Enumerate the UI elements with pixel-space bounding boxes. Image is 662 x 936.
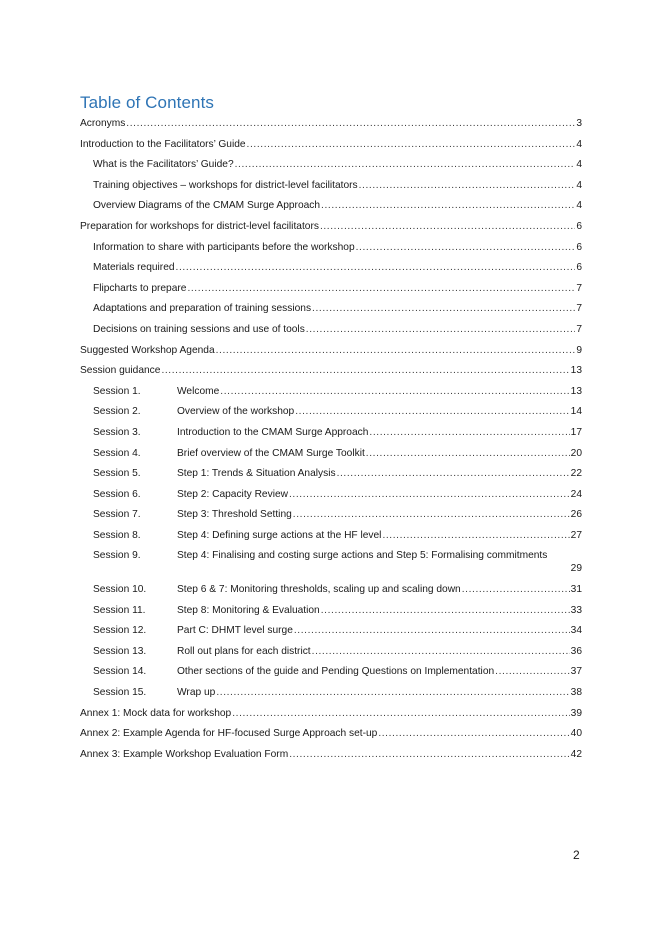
- toc-entry-title: Training objectives – workshops for district-level facilitators: [93, 179, 358, 191]
- toc-entry-session-2[interactable]: [80, 405, 582, 418]
- toc-entry-title: Preparation for workshops for district-level facilitators: [80, 220, 319, 232]
- toc-entry-session-guidance[interactable]: [80, 364, 582, 377]
- toc-entry-annex-1[interactable]: [80, 707, 582, 720]
- page-number: 2: [573, 848, 580, 862]
- toc-entry-page: 13: [570, 365, 582, 377]
- toc-entry-title: Roll out plans for each district: [177, 645, 311, 657]
- toc-entry-page: 4: [576, 179, 582, 191]
- toc-leader-dots: [369, 426, 569, 439]
- toc-entry-page: 40: [570, 728, 582, 740]
- toc-entry-title: Step 1: Trends & Situation Analysis: [177, 468, 336, 480]
- toc-entry-title: Overview Diagrams of the CMAM Surge Approach: [93, 200, 321, 212]
- toc-entry-page: 7: [576, 303, 582, 315]
- toc-entry-agenda[interactable]: [80, 344, 582, 357]
- toc-leader-dots: [378, 727, 569, 740]
- toc-entry-title: Other sections of the guide and Pending Questions on Implementation: [177, 666, 495, 678]
- toc-entry-annex-2[interactable]: [80, 727, 582, 740]
- toc-entry-page: 39: [570, 707, 582, 719]
- toc-entry-page: 6: [576, 262, 582, 274]
- toc-entry-page: 27: [570, 529, 582, 541]
- toc-entry-title: Introduction to the Facilitators’ Guide: [80, 138, 246, 150]
- toc-entry-page: 14: [570, 406, 582, 418]
- toc-entry-what-is-guide[interactable]: [80, 158, 582, 171]
- toc-entry-materials-required[interactable]: [80, 261, 582, 274]
- toc-entry-session-8[interactable]: [80, 529, 582, 542]
- toc-entry-session-11[interactable]: [80, 604, 582, 617]
- toc-entry-title: Step 6 & 7: Monitoring thresholds, scaling up and scaling down: [177, 584, 461, 596]
- toc-entry-title: Annex 2: Example Agenda for HF-focused Surge Approach set-up: [80, 728, 378, 740]
- toc-entry-title: Flipcharts to prepare: [93, 282, 187, 294]
- toc-entry-acronyms[interactable]: [80, 117, 582, 130]
- toc-entry-page: 4: [576, 200, 582, 212]
- toc-leader-dots: [312, 645, 570, 658]
- toc-session-number: Session 14.: [93, 666, 147, 678]
- toc-entry-title: Step 3: Threshold Setting: [177, 509, 292, 521]
- toc-session-number: Session 4.: [93, 447, 141, 459]
- toc-entry-flipcharts[interactable]: [80, 282, 582, 295]
- toc-entry-page: 17: [570, 426, 582, 438]
- toc-entry-title: Decisions on training sessions and use of tools: [93, 323, 305, 335]
- toc-entry-decisions[interactable]: [80, 323, 582, 336]
- toc-session-number: Session 9.: [93, 550, 141, 562]
- toc-leader-dots: [366, 447, 570, 460]
- toc-entry-wrap-block: [177, 549, 582, 575]
- toc-leader-dots: [289, 488, 570, 501]
- toc-entry-title: Overview of the workshop: [177, 406, 295, 418]
- toc-entry-training-objectives[interactable]: [80, 179, 582, 192]
- toc-entry-page: 34: [570, 625, 582, 637]
- toc-session-number: Session 6.: [93, 488, 141, 500]
- toc-entry-title: Materials required: [93, 262, 175, 274]
- toc-entry-page: 29: [570, 563, 582, 575]
- toc-entry-title: Step 8: Monitoring & Evaluation: [177, 604, 320, 616]
- toc-leader-dots: [321, 604, 570, 617]
- toc-session-number: Session 1.: [93, 385, 141, 397]
- toc-session-number: Session 11.: [93, 604, 146, 616]
- toc-entry-page: 31: [570, 584, 582, 596]
- toc-leader-dots: [337, 467, 570, 480]
- table-of-contents: [80, 117, 582, 768]
- toc-leader-dots: [495, 665, 570, 678]
- toc-entry-page: 6: [576, 220, 582, 232]
- toc-entry-title: Adaptations and preparation of training sessions: [93, 303, 312, 315]
- toc-leader-dots: [320, 220, 575, 233]
- toc-entry-overview-diagrams[interactable]: [80, 199, 582, 212]
- toc-entry-page: 7: [576, 323, 582, 335]
- toc-leader-dots: [356, 241, 576, 254]
- toc-leader-dots: [289, 748, 569, 761]
- toc-entry-information-to-share[interactable]: [80, 241, 582, 254]
- toc-leader-dots: [161, 364, 569, 377]
- toc-entry-preparation[interactable]: [80, 220, 582, 233]
- toc-session-number: Session 3.: [93, 426, 141, 438]
- toc-entry-page: 4: [576, 138, 582, 150]
- toc-session-number: Session 12.: [93, 625, 147, 637]
- toc-entry-page: 7: [576, 282, 582, 294]
- toc-session-number: Session 2.: [93, 406, 141, 418]
- toc-entry-annex-3[interactable]: [80, 748, 582, 761]
- toc-entry-title: Suggested Workshop Agenda: [80, 344, 215, 356]
- toc-session-number: Session 15.: [93, 687, 147, 699]
- toc-entry-title: Annex 3: Example Workshop Evaluation Form: [80, 748, 289, 760]
- toc-entry-session-10[interactable]: [80, 583, 582, 596]
- toc-entry-page: 13: [570, 385, 582, 397]
- toc-session-number: Session 5.: [93, 468, 141, 480]
- toc-entry-title: Welcome: [177, 385, 220, 397]
- toc-leader-dots: [126, 117, 575, 130]
- toc-entry-title: Acronyms: [80, 118, 126, 129]
- toc-leader-dots: [216, 686, 569, 699]
- toc-entry-title: Step 2: Capacity Review: [177, 488, 288, 500]
- toc-entry-page: 4: [576, 159, 582, 171]
- toc-leader-dots: [176, 261, 576, 274]
- toc-entry-page: 42: [570, 748, 582, 760]
- toc-entry-adaptations[interactable]: [80, 302, 582, 315]
- toc-entry-page: 36: [570, 645, 582, 657]
- toc-entry-session-7[interactable]: [80, 508, 582, 521]
- toc-entry-session-4[interactable]: [80, 447, 582, 460]
- toc-leader-dots: [235, 158, 576, 171]
- toc-entry-page: 3: [576, 118, 582, 129]
- toc-leader-dots: [294, 624, 570, 637]
- toc-leader-dots: [312, 302, 575, 315]
- toc-leader-dots: [247, 138, 576, 151]
- toc-entry-page: 22: [570, 468, 582, 480]
- toc-entry-title: Session guidance: [80, 365, 161, 377]
- toc-entry-title: Wrap up: [177, 687, 216, 699]
- toc-entry-page: 9: [576, 344, 582, 356]
- toc-leader-dots: [220, 385, 569, 398]
- toc-entry-session-15[interactable]: [80, 686, 582, 699]
- toc-session-number: Session 13.: [93, 645, 147, 657]
- toc-leader-dots: [359, 179, 576, 192]
- toc-leader-dots: [382, 529, 569, 542]
- toc-leader-dots: [293, 508, 570, 521]
- toc-entry-session-6[interactable]: [80, 488, 582, 501]
- toc-entry-page: 24: [570, 488, 582, 500]
- toc-entry-title: Part C: DHMT level surge: [177, 625, 293, 637]
- toc-entry-title: What is the Facilitators’ Guide?: [93, 159, 234, 171]
- toc-entry-page: 33: [570, 604, 582, 616]
- toc-entry-session-3[interactable]: [80, 426, 582, 439]
- toc-entry-title: Step 4: Finalising and costing surge actions and Step 5: Formalising commitments: [177, 550, 548, 562]
- toc-leader-dots: [462, 583, 570, 596]
- toc-entry-introduction[interactable]: [80, 138, 582, 151]
- toc-entry-title: Introduction to the CMAM Surge Approach: [177, 426, 369, 438]
- toc-entry-page: 38: [570, 687, 582, 699]
- toc-entry-page: 37: [570, 666, 582, 678]
- toc-entry-page: 20: [570, 447, 582, 459]
- toc-entry-session-1[interactable]: [80, 385, 582, 398]
- toc-entry-session-9[interactable]: [80, 549, 582, 575]
- toc-entry-session-12[interactable]: [80, 624, 582, 637]
- toc-session-number: Session 7.: [93, 509, 141, 521]
- toc-entry-page: 26: [570, 509, 582, 521]
- toc-leader-dots: [306, 323, 576, 336]
- toc-heading: Table of Contents: [80, 93, 215, 112]
- toc-session-number: Session 10.: [93, 584, 147, 596]
- toc-entry-session-5[interactable]: [80, 467, 582, 480]
- toc-leader-dots: [216, 344, 576, 357]
- toc-leader-dots: [295, 405, 569, 418]
- toc-entry-title: Brief overview of the CMAM Surge Toolkit: [177, 447, 365, 459]
- toc-entry-session-13[interactable]: [80, 645, 582, 658]
- toc-leader-dots: [321, 199, 575, 212]
- toc-session-number: Session 8.: [93, 529, 141, 541]
- toc-entry-page: 6: [576, 241, 582, 253]
- toc-entry-session-14[interactable]: [80, 665, 582, 678]
- toc-entry-title: Step 4: Defining surge actions at the HF level: [177, 529, 382, 541]
- toc-leader-dots: [187, 282, 575, 295]
- toc-entry-title: Information to share with participants before the workshop: [93, 241, 355, 253]
- toc-leader-dots: [232, 707, 569, 720]
- toc-entry-title: Annex 1: Mock data for workshop: [80, 707, 232, 719]
